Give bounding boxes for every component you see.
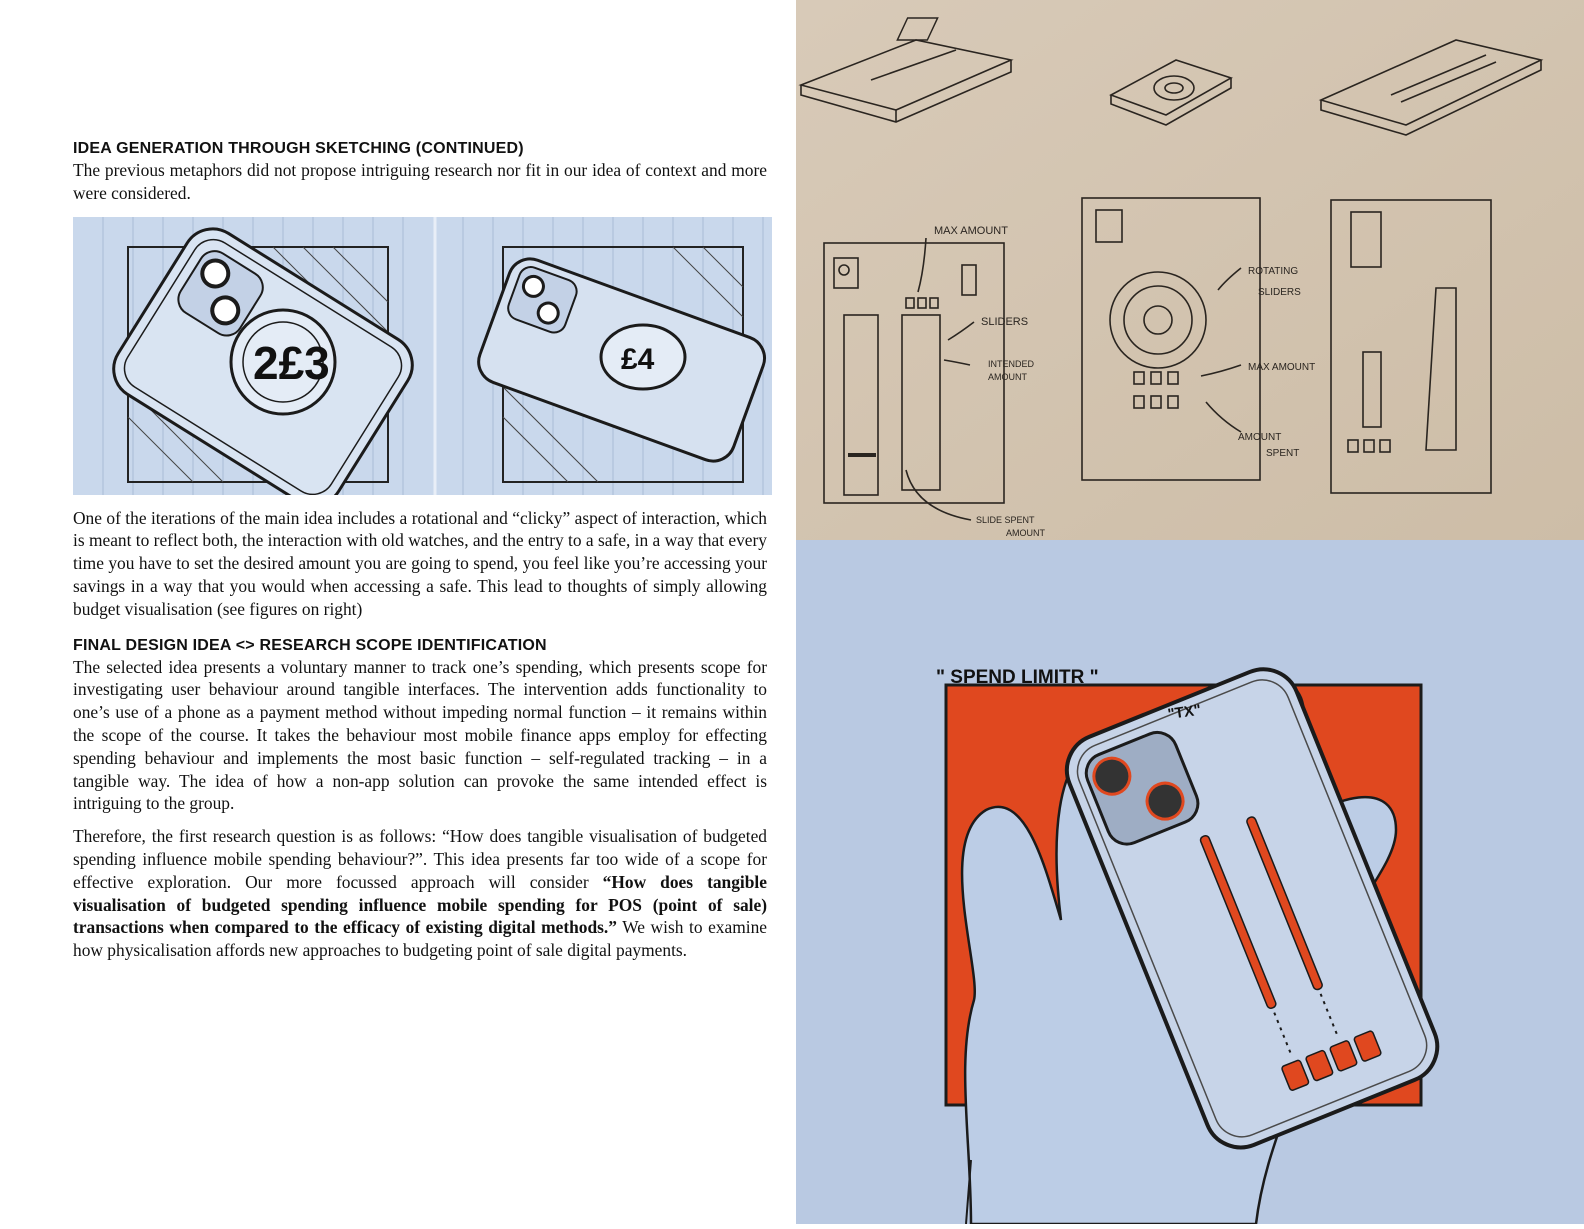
sketching-intro: The previous metaphors did not propose intriguing research nor fit in our idea of context and more were considered. [73,160,767,203]
label-max-amount-2: MAX AMOUNT [1248,362,1316,373]
section-heading-sketching: IDEA GENERATION THROUGH SKETCHING (CONTINUED) [73,140,524,157]
label-slide-spent-1: SLIDE SPENT [976,515,1035,525]
label-amount-spent-2: SPENT [1266,448,1300,459]
svg-text:£4: £4 [621,342,655,376]
concept-sketches-drawing [796,0,1584,540]
final-concept-drawing [796,540,1584,1224]
label-max-amount: MAX AMOUNT [934,225,1008,237]
research-question-closing: We wish to examine how physicalisation affords new approaches to budgeting point of sale digital payments. [73,917,767,961]
label-rotating-1: ROTATING [1248,266,1299,277]
concept-sketches-photo [796,0,1584,540]
phone-sketches-image [73,217,772,495]
label-intended-2: AMOUNT [988,372,1027,382]
concept-title: " SPEND LIMITR " [936,667,1099,688]
svg-text:2£3: 2£3 [253,336,330,389]
phone-sketches-drawing [73,217,772,495]
section-heading-final-design: FINAL DESIGN IDEA <> RESEARCH SCOPE IDENTIFICATION [73,636,547,654]
label-sliders: SLIDERS [981,316,1029,328]
final-design-body: The selected idea presents a voluntary manner to track one’s spending, which presents scope for investigating user behaviour around tangible interfaces. The intervention adds functionality to one’s use of a phone as a payment method without impeding normal function – it remains within the scope of the course. It takes the behaviour most mobile finance apps employ for effecting spending behaviour and implements the most basic function – self-regulated tracking – in a tangible way. The idea of how a non-app solution can provoke the same intended effect is intriguing to the group. [73,656,767,814]
sketching-body: One of the iterations of the main idea includes a rotational and “clicky” aspect of interaction, which is meant to reflect both, the interaction with old watches, and the entry to a safe, in a way that every time you have to set the desired amount you are going to spend, you feel like you’re accessing your savings in a way that you would when accessing a safe. This lead to thoughts of simply allowing budget visualisation (see figures on right) [73,507,767,619]
research-question-focused: “How does tangible visualisation of budgeted spending influence mobile spending for POS (point of sale) transactions when compared to the efficacy of existing digital methods.” [73,871,767,938]
text-column [73,138,767,962]
label-rotating-2: SLIDERS [1258,287,1301,298]
concept-tx-label: "TX" [1166,701,1203,724]
label-amount-spent-1: AMOUNT [1238,432,1282,443]
label-intended-1: INTENDED [988,359,1035,369]
research-question-intro: Therefore, the first research question is as follows: “How does tangible visualisation of budgeted spending influence mobile spending behaviour?”. This idea presents far too wide of a scope for effective exploration. Our more focussed approach will consider [73,826,767,892]
label-slide-spent-2: AMOUNT [1006,528,1045,538]
image-column [796,0,1584,1224]
research-question-paragraph [73,825,767,962]
final-concept-photo [796,540,1584,1224]
